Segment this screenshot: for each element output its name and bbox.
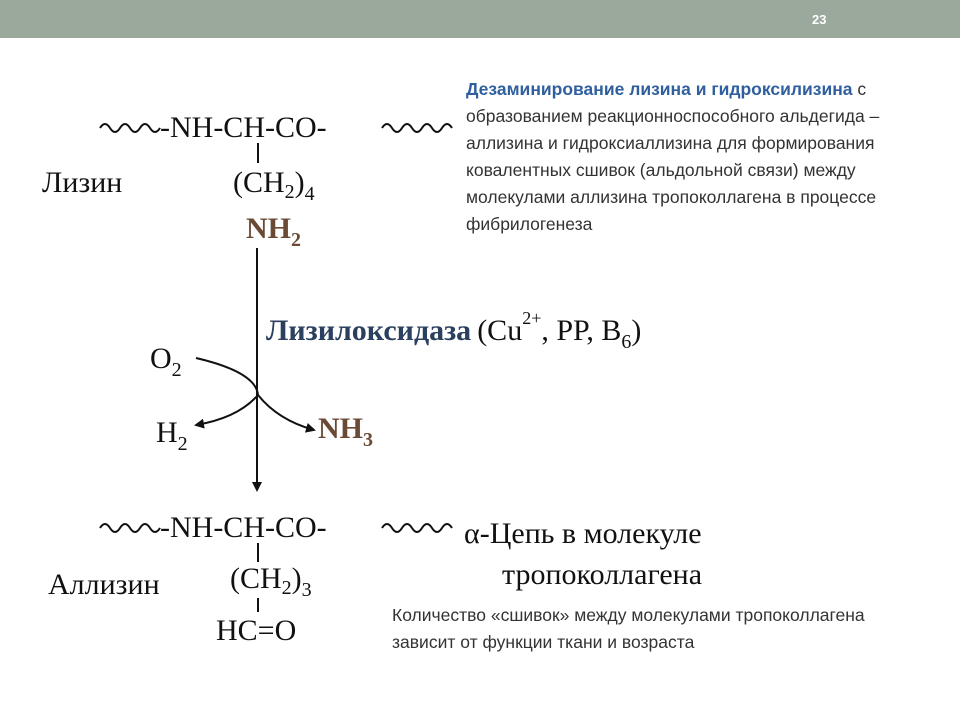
top-backbone: -NH-CH-CO- <box>160 111 327 144</box>
top-side-chain: $(CH_2)_4$ <box>233 166 315 205</box>
ammonia-label: $NH_3$ <box>318 412 373 451</box>
chain-wave-left-top <box>100 124 160 132</box>
allysine-label: Аллизин <box>48 568 160 601</box>
nh3-arrow <box>258 395 314 430</box>
description-text <box>466 76 916 238</box>
amine-group: $NH_2$ <box>246 212 301 251</box>
chain-label-line1: α-Цепь в молекуле <box>464 517 702 550</box>
note-text: Количество «сшивок» между молекулами тропоколлагена зависит от функции ткани и возраста <box>392 605 865 652</box>
oxygen-label: $O_2$ <box>150 342 182 381</box>
chain-wave-right-top <box>382 124 452 132</box>
lysine-label: Лизин <box>42 166 123 199</box>
hydrogen-label: $H_2$ <box>156 416 188 455</box>
side-arrow-curve <box>196 358 258 395</box>
chain-wave-left-bottom <box>100 524 160 532</box>
description-body: с образованием реакционноспособного альдегида – аллизина и гидроксиаллизина для формирования ковалентных сшивок (альдольной связи) между молекулами аллизина тропоколлагена в процессе фибрилогенеза <box>466 79 880 234</box>
h2-arrow <box>196 395 258 425</box>
bottom-side-chain: $(CH_2)_3$ <box>230 562 312 601</box>
aldehyde-group: HC=O <box>216 614 297 647</box>
enzyme-label: Лизилоксидаза ($Cu^{2+}$, PP, $B_6$) <box>266 308 642 353</box>
chain-label-line2: тропоколлагена <box>502 558 703 591</box>
chain-wave-right-bottom <box>382 524 452 532</box>
slide-number: 23 <box>812 12 827 27</box>
description-highlight: Дезаминирование лизина и гидроксилизина <box>466 79 853 99</box>
bottom-backbone: -NH-CH-CO- <box>160 511 327 544</box>
